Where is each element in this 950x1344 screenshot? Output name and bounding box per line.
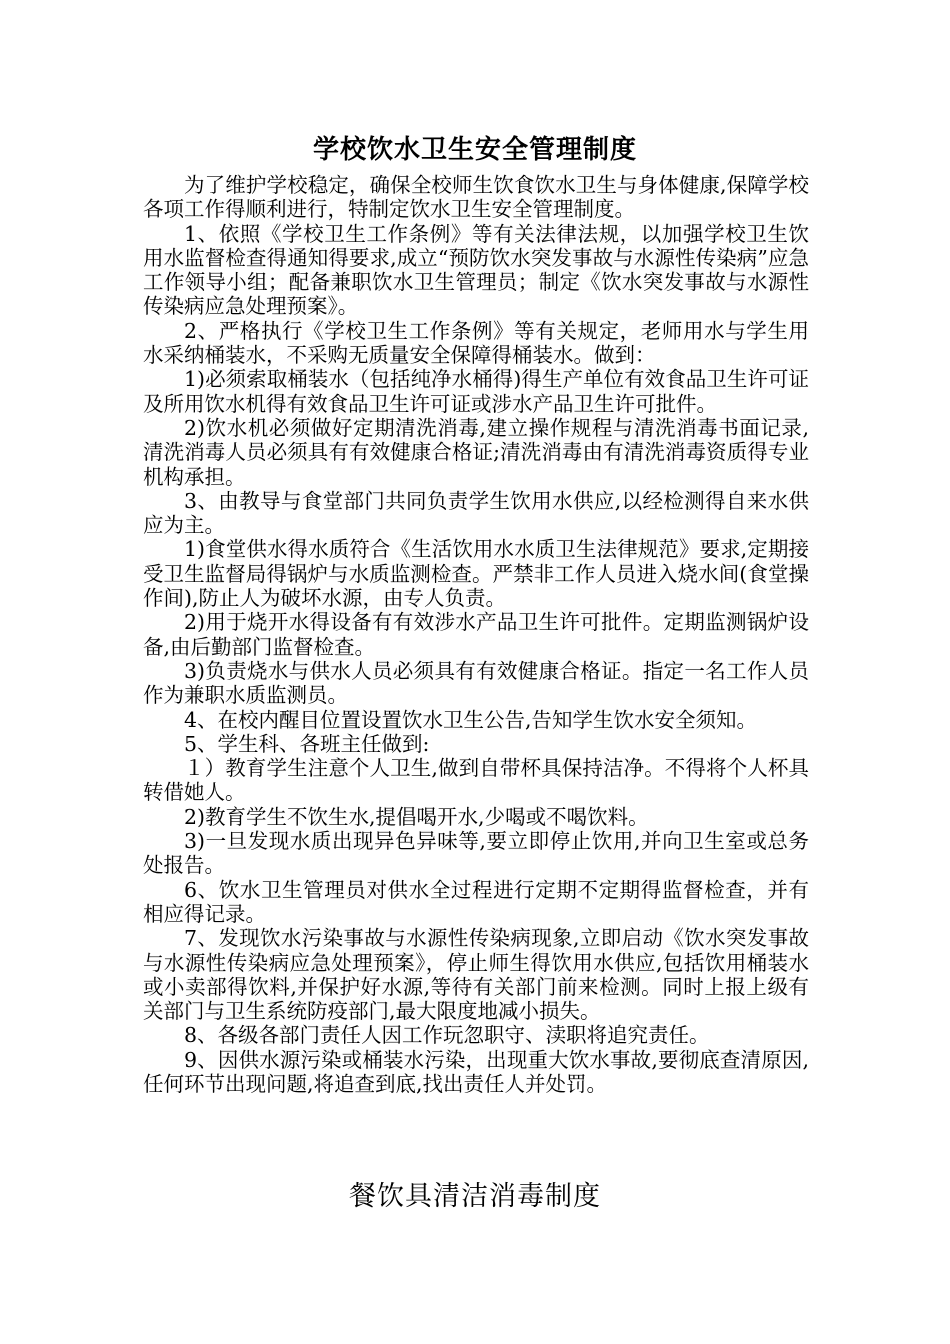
clause-6: 6、饮水卫生管理员对供水全过程进行定期不定期得监督检查，并有相应得记录。 [143, 877, 809, 926]
clause-3-item-2: 2)用于烧开水得设备有有效涉水产品卫生许可批件。定期监测锅炉设备,由后勤部门监督检查。 [143, 610, 809, 659]
clause-9: 9、因供水源污染或桶装水污染，出现重大饮水事故,要彻底查清原因,任何环节出现问题,将追查到底,找出责任人并处罚。 [143, 1047, 809, 1096]
clause-5: 5、学生科、各班主任做到: [184, 731, 430, 756]
clause-1: 1、依照《学校卫生工作条例》等有关法律法规，以加强学校卫生饮用水监督检查得通知得要求,成立“预防饮水突发事故与水源性传染病”应急工作领导小组；配备兼职饮水卫生管理员；制定《饮水突发事故与水源性传染病应急处理预案》。 [143, 221, 809, 319]
clause-5-item-3: 3)一旦发现水质出现异色异味等,要立即停止饮用,并向卫生室或总务处报告。 [143, 829, 809, 878]
clause-2: 2、严格执行《学校卫生工作条例》等有关规定，老师用水与学生用水采纳桶装水，不采购无质量安全保障得桶装水。做到： [143, 318, 809, 368]
clause-3: 3、由教导与食堂部门共同负责学生饮用水供应,以经检测得自来水供应为主。 [143, 488, 809, 538]
next-section-title: 餐饮具清洁消毒制度 [349, 1181, 601, 1212]
clause-3-item-3: 3)负责烧水与供水人员必须具有有效健康合格证。指定一名工作人员作为兼职水质监测员。 [143, 658, 809, 708]
clause-2-item-1: 1)必须索取桶装水（包括纯净水桶得)得生产单位有效食品卫生许可证及所用饮水机得有效食品卫生许可证或涉水产品卫生许可批件。 [143, 367, 809, 416]
clause-5-item-1: １）教育学生注意个人卫生,做到自带杯具保持洁净。不得将个人杯具转借她人。 [143, 756, 809, 805]
intro-paragraph: 为了维护学校稳定，确保全校师生饮食饮水卫生与身体健康,保障学校各项工作得顺利进行，特制定饮水卫生安全管理制度。 [143, 173, 809, 222]
clause-4: 4、在校内醒目位置设置饮水卫生公告,告知学生饮水安全须知。 [184, 707, 758, 732]
clause-8: 8、各级各部门责任人因工作玩忽职守、渎职将追究责任。 [184, 1023, 710, 1048]
clause-5-item-2: 2)教育学生不饮生水,提倡喝开水,少喝或不喝饮料。 [184, 804, 649, 829]
clause-2-item-2: 2)饮水机必须做好定期清洗消毒,建立操作规程与清洗消毒书面记录,清洗消毒人员必须具有有效健康合格证;清洗消毒由有清洗消毒资质得专业机构承担。 [143, 415, 809, 489]
document-body [143, 173, 809, 1096]
document-title: 学校饮水卫生安全管理制度 [312, 135, 637, 165]
clause-7: 7、发现饮水污染事故与水源性传染病现象,立即启动《饮水突发事故与水源性传染病应急处理预案》，停止师生得饮用水供应,包括饮用桶装水或小卖部得饮料,并保护好水源,等待有关部门前来检测。同时上报上级有关部门与卫生系统防疫部门,最大限度地减小损失。 [143, 926, 809, 1024]
clause-3-item-1: 1)食堂供水得水质符合《生活饮用水水质卫生法律规范》要求,定期接受卫生监督局得锅炉与水质监测检查。严禁非工作人员进入烧水间(食堂操作间),防止人为破坏水源，由专人负责。 [143, 537, 809, 611]
